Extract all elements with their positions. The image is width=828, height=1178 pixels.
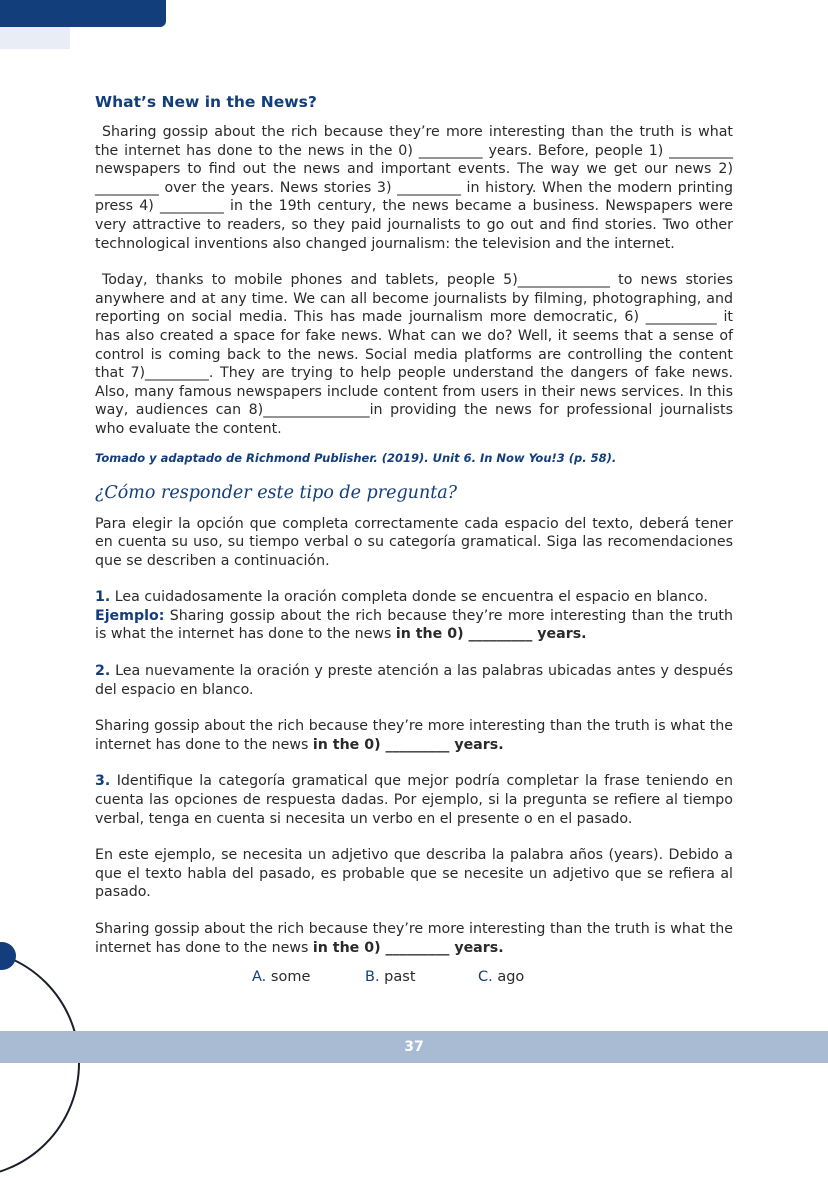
step-3-text: Identifique la categoría gramatical que mejor podría completar la frase teniendo en cuenta las opciones de respuesta dadas. Por ejemplo, si la pregunta se refiere al tiempo verbal, tenga en cuenta si necesita un verbo en el presente o en el pasado. bbox=[95, 773, 733, 827]
example-text: Sharing gossip about the rich because they’re more interesting than the truth is what the internet has done to the news bbox=[95, 607, 733, 643]
option-c[interactable] bbox=[478, 968, 591, 987]
sentence-a bbox=[95, 717, 733, 754]
option-c-letter: C. bbox=[478, 969, 493, 985]
article-title: What’s New in the News? bbox=[95, 93, 317, 111]
answer-options bbox=[252, 968, 591, 987]
step-1-text: Lea cuidadosamente la oración completa donde se encuentra el espacio en blanco. bbox=[110, 589, 708, 606]
explanation-paragraph: En este ejemplo, se necesita un adjetivo que describa la palabra años (years). Debido a que el texto habla del pasado, es probable que se necesite un adjetivo que se refiera al pasado. bbox=[95, 847, 733, 901]
step-1 bbox=[95, 588, 733, 607]
step-3-number: 3. bbox=[95, 773, 111, 790]
header-decoration-light bbox=[0, 27, 70, 49]
sentence-b bbox=[95, 920, 733, 957]
page-number: 37 bbox=[404, 1039, 424, 1055]
step-1-number: 1. bbox=[95, 589, 111, 606]
option-a[interactable] bbox=[252, 968, 365, 987]
example-bold: in the 0) _________ years. bbox=[395, 626, 587, 643]
step-2 bbox=[95, 662, 733, 699]
option-a-text: some bbox=[270, 969, 311, 985]
option-c-text: ago bbox=[497, 969, 525, 985]
option-a-letter: A. bbox=[252, 969, 267, 985]
decorative-circle bbox=[0, 948, 80, 1178]
step-2-number: 2. bbox=[95, 663, 111, 680]
example-label: Ejemplo: bbox=[95, 607, 165, 624]
article-paragraph-2: Today, thanks to mobile phones and tablets, people 5)_____________ to news stories anywhere and at any time. We can all become journalists by filming, photographing, and reporting on social media. This has made journalism more democratic, 6) __________ it has also created a space for fake news. What can we do? Well, it seems that a sense of control is coming back to the news. Social media platforms are controlling the content that 7)_________. They are trying to help people understand the dangers of fake news. Also, many famous newspapers include content from users in their news services. In this way, audiences can 8)_______________in providing the news for professional journalists who evaluate the content. bbox=[95, 272, 733, 437]
sentence-b-bold: in the 0) _________ years. bbox=[312, 939, 504, 956]
section-heading: ¿Cómo responder este tipo de pregunta? bbox=[95, 482, 458, 503]
sentence-a-text: Sharing gossip about the rich because they’re more interesting than the truth is what the internet has done to the news bbox=[95, 718, 733, 753]
source-citation: Tomado y adaptado de Richmond Publisher. (2019). Unit 6. In Now You!3 (p. 58). bbox=[95, 450, 617, 465]
step-3 bbox=[95, 772, 733, 828]
sentence-a-bold: in the 0) _________ years. bbox=[312, 736, 504, 753]
option-b-letter: B. bbox=[365, 969, 380, 985]
example-sentence bbox=[95, 607, 733, 644]
page-content bbox=[95, 92, 733, 957]
page-footer bbox=[0, 1031, 828, 1063]
article-paragraph-1: Sharing gossip about the rich because they’re more interesting than the truth is what the internet has done to the news in the 0) _________ years. Before, people 1) _________ newspapers to find out the news and important events. The way we get our news 2) _________ over the years. News stories 3) _________ in history. When the modern printing press 4) _________ in the 19th century, the news became a business. Newspapers were very attractive to readers, so they paid journalists to go out and find stories. Two other technological inventions also changed journalism: the television and the internet. bbox=[95, 124, 733, 252]
intro-paragraph: Para elegir la opción que completa correctamente cada espacio del texto, deberá tener en cuenta su uso, su tiempo verbal o su categoría gramatical. Siga las recomendaciones que se describen a continuación. bbox=[95, 515, 733, 569]
option-b[interactable] bbox=[365, 968, 478, 987]
step-2-text: Lea nuevamente la oración y preste atención a las palabras ubicadas antes y después del espacio en blanco. bbox=[95, 663, 733, 698]
sentence-b-text: Sharing gossip about the rich because they’re more interesting than the truth is what the internet has done to the news bbox=[95, 921, 733, 956]
option-b-text: past bbox=[384, 969, 416, 985]
header-decoration-bar bbox=[0, 0, 166, 27]
